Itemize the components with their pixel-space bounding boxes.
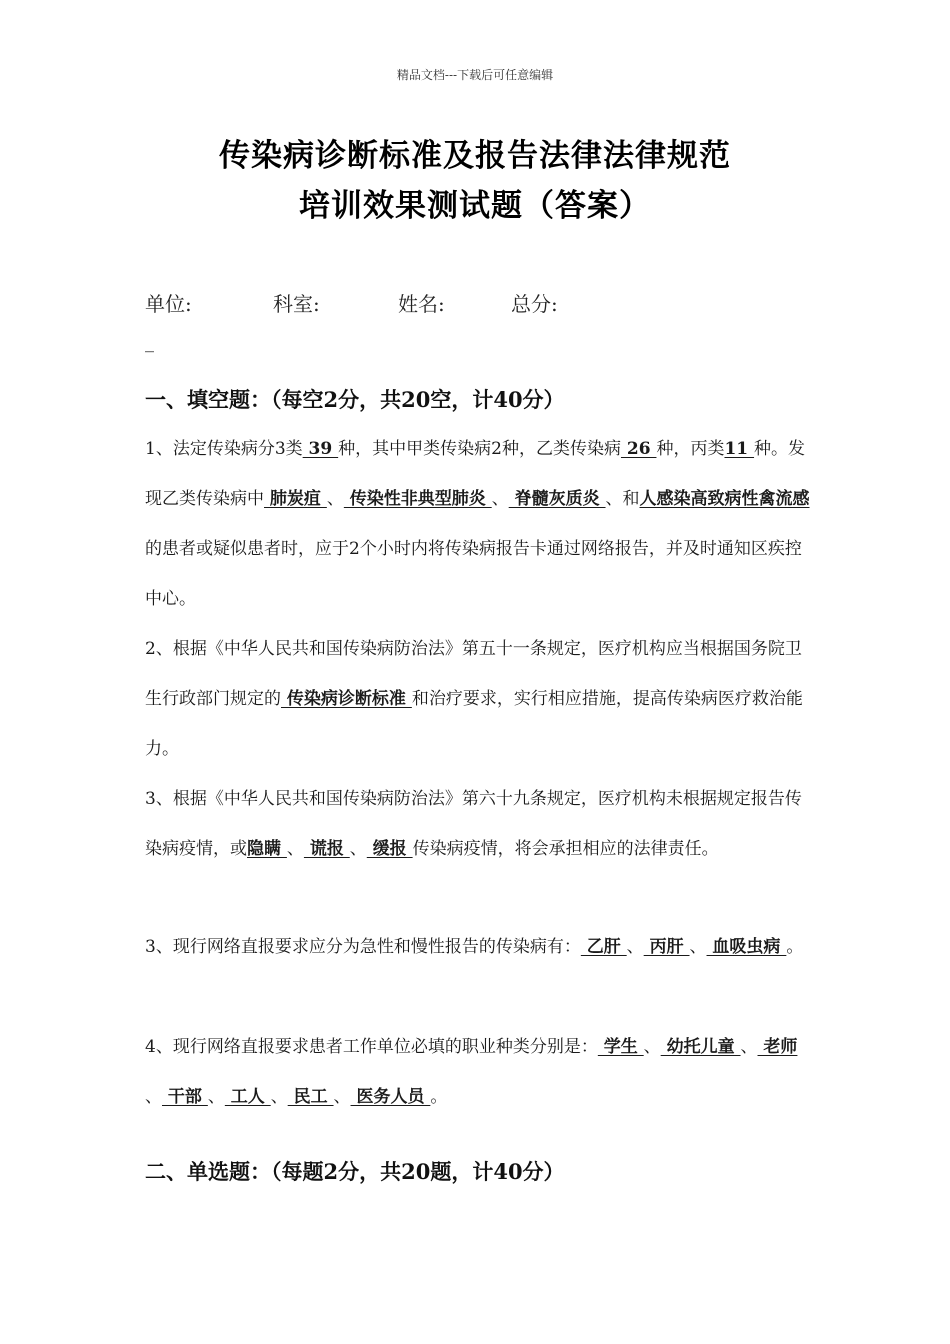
q3-text: 3、根据《中华人民共和国传染病防治法》第六十九条规定，医疗机构未根据规定报告传染病疫情，或	[145, 789, 802, 859]
q1-answer: 肺炭疽	[264, 489, 327, 509]
document-title-line-2: 培训效果测试题（答案）	[299, 188, 651, 224]
q5-text: 、	[207, 1087, 225, 1107]
q5-text: 、	[740, 1037, 758, 1057]
q5-text: 、	[145, 1087, 162, 1107]
q1-answer: 脊髓灰质炎	[508, 489, 606, 509]
score-label: 总分:	[511, 292, 558, 316]
q4-text: 、	[626, 937, 644, 957]
q3-answer: 缓报	[366, 839, 413, 859]
q1-text: 、	[491, 489, 509, 509]
dept-label: 科室:	[273, 292, 320, 316]
section-1-heading: 一、填空题：（每空2分，共20空，计40分）	[145, 387, 565, 412]
q1-text: 、和	[605, 489, 640, 509]
header-note: 精品文档---下载后可任意编辑	[396, 68, 554, 82]
question-5	[145, 1022, 810, 1122]
q1-answer: 人感染高致病性禽流感	[639, 489, 810, 509]
q1-text: 1、法定传染病分3类	[145, 439, 303, 459]
q1-text: 种，丙类	[656, 439, 725, 459]
q2-text: 2、根据《中华人民共和国传染病防治法》第五十一条规定，医疗机构应当根据国务院卫生行政部门规定的	[145, 639, 802, 709]
q1-text: 种。发现乙类传染病中	[145, 439, 806, 509]
q4-answer: 丙肝	[643, 937, 690, 957]
q5-text: 、	[643, 1037, 661, 1057]
q4-text: 。	[786, 937, 804, 957]
question-3	[145, 774, 810, 874]
info-dash: _	[145, 332, 154, 353]
document-title-line-1: 传染病诊断标准及报告法律法律规范	[219, 138, 731, 174]
q5-answer: 民工	[287, 1087, 334, 1107]
q3-text: 、	[286, 839, 304, 859]
name-label: 姓名:	[398, 292, 445, 316]
question-4	[145, 922, 810, 972]
question-2	[145, 624, 810, 774]
q2-text: 和治疗要求，实行相应措施，提高传染病医疗救治能力。	[145, 689, 803, 759]
q4-answer: 乙肝	[580, 937, 627, 957]
q1-text: 种，其中甲类传染病2种，乙类传染病	[338, 439, 621, 459]
q5-answer: 老师	[757, 1037, 798, 1057]
question-1	[145, 424, 810, 624]
q1-answer: 传染性非典型肺炎	[343, 489, 492, 509]
q5-answer: 医务人员	[350, 1087, 431, 1107]
q5-text: 、	[333, 1087, 351, 1107]
q3-text: 传染病疫情，将会承担相应的法律责任。	[412, 839, 719, 859]
q1-answer: 26	[620, 439, 657, 459]
q1-text: 、	[326, 489, 344, 509]
q4-text: 3、现行网络直报要求应分为急性和慢性报告的传染病有：	[145, 937, 581, 957]
q5-answer: 学生	[597, 1037, 644, 1057]
section-2-heading: 二、单选题：（每题2分，共20题，计40分）	[145, 1159, 565, 1184]
unit-label: 单位:	[145, 292, 192, 316]
q1-text: 的患者或疑似患者时，应于2个小时内将传染病报告卡通过网络报告，并及时通知区疾控中心。	[145, 539, 802, 609]
q3-answer: 隐瞒	[247, 839, 287, 859]
q5-text: 、	[270, 1087, 288, 1107]
q5-text: 4、现行网络直报要求患者工作单位必填的职业种类分别是：	[145, 1037, 598, 1057]
q5-text: 。	[430, 1087, 448, 1107]
q4-answer: 血吸虫病	[706, 937, 787, 957]
q2-answer: 传染病诊断标准	[281, 689, 412, 709]
q3-answer: 谎报	[303, 839, 350, 859]
q3-text: 、	[349, 839, 367, 859]
q4-text: 、	[689, 937, 707, 957]
q5-answer: 干部	[162, 1087, 208, 1107]
q1-answer: 39	[302, 439, 339, 459]
q5-answer: 幼托儿童	[660, 1037, 741, 1057]
q1-answer: 11	[724, 439, 755, 459]
q5-answer: 工人	[224, 1087, 271, 1107]
